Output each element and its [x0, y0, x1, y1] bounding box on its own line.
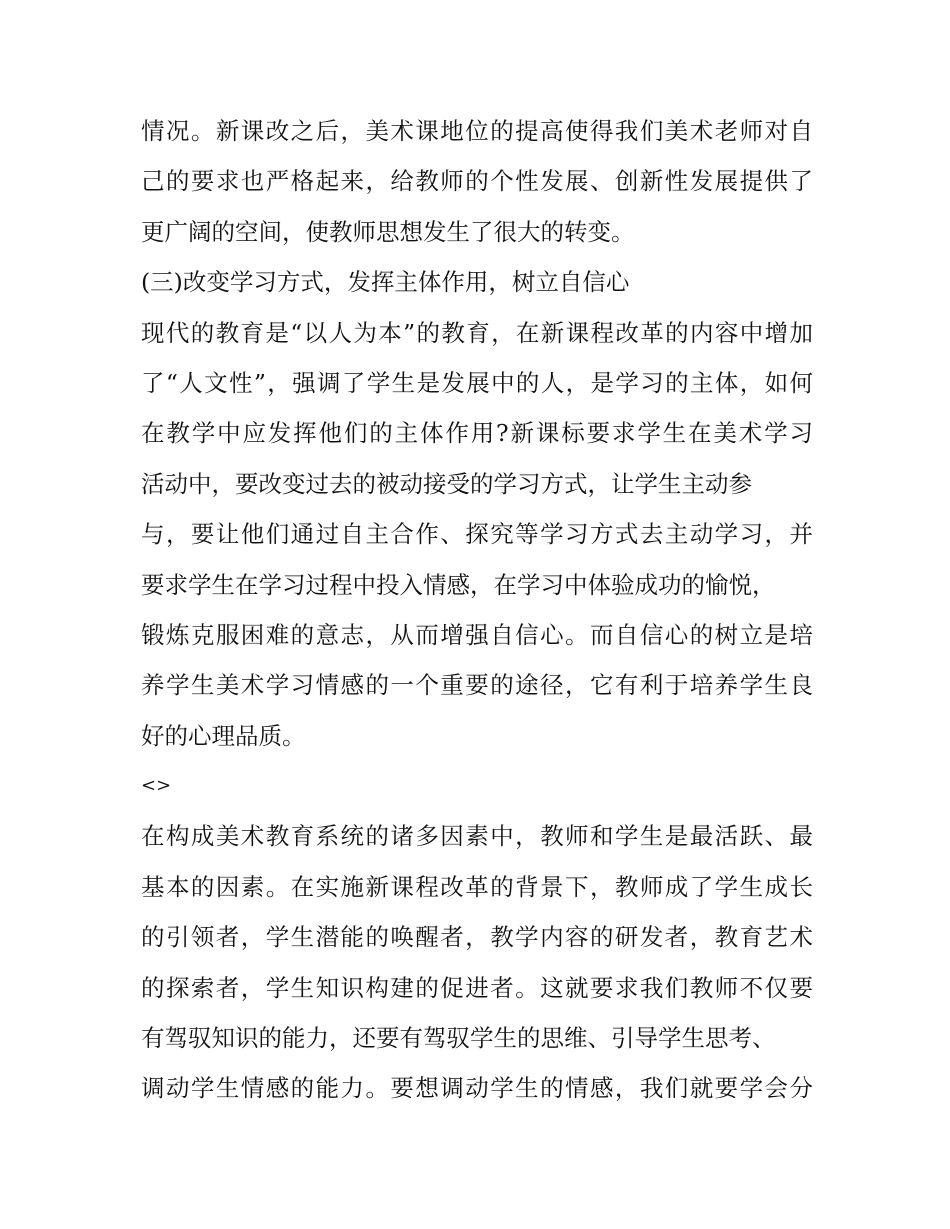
section-heading: (三)改变学习方式，发挥主体作用，树立自信心: [141, 268, 630, 297]
text-line: 好的心理品质。: [141, 721, 306, 750]
text-line: 要求学生在学习过程中投入情感，在学习中体验成功的愉悦，: [141, 570, 776, 599]
text-line: 活动中，要改变过去的被动接受的学习方式，让学生主动参: [141, 469, 752, 498]
text-line: 的探索者，学生知识构建的促进者。这就要求我们教师不仅要: [141, 973, 813, 1002]
text-line: 了“人文性”，强调了学生是发展中的人，是学习的主体，如何: [141, 368, 813, 397]
text-line: 有驾驭知识的能力，还要有驾驭学生的思维、引导学生思考、: [141, 1024, 776, 1053]
text-line: 基本的因素。在实施新课程改革的背景下，教师成了学生成长: [141, 872, 813, 901]
text-line: 调动学生情感的能力。要想调动学生的情感，我们就要学会分: [141, 1074, 813, 1103]
body-text: [141, 106, 813, 1114]
text-line: 在构成美术教育系统的诸多因素中，教师和学生是最活跃、最: [141, 822, 813, 851]
text-line: 的引领者，学生潜能的唤醒者，教学内容的研发者，教育艺术: [141, 923, 813, 952]
text-line: 与，要让他们通过自主合作、探究等学习方式去主动学习，并: [141, 520, 813, 549]
text-line: 己的要求也严格起来，给教师的个性发展、创新性发展提供了: [141, 167, 813, 196]
text-line: 锻炼克服困难的意志，从而增强自信心。而自信心的树立是培: [141, 620, 813, 649]
text-line: 情况。新课改之后，美术课地位的提高使得我们美术老师对自: [141, 117, 813, 145]
text-line: 现代的教育是“以人为本”的教育，在新课程改革的内容中增加: [141, 318, 813, 347]
placeholder-marker: <>: [141, 775, 172, 797]
text-line: 在教学中应发挥他们的主体作用?新课标要求学生在美术学习: [141, 419, 813, 448]
text-line: 更广阔的空间，使教师思想发生了很大的转变。: [141, 217, 635, 246]
text-line: 养学生美术学习情感的一个重要的途径，它有利于培养学生良: [141, 671, 813, 700]
